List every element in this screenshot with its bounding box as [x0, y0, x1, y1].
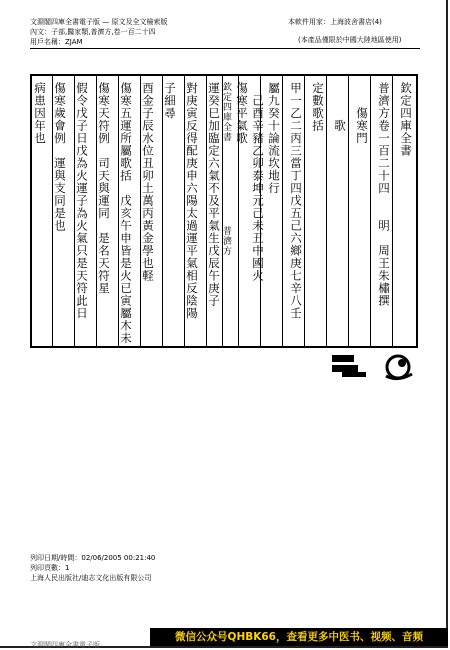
header-username: 用戶名稱：ZJAM	[30, 38, 83, 46]
column-14: 傷寒天符例 司天與運同 是名天符星	[97, 82, 111, 295]
header-content-path: 內文：子部,醫家類,普濟方,卷一百二十四	[30, 28, 156, 36]
column-13: 傷寒五運所屬歌括 戊亥午申皆是火已寅屬木未	[119, 82, 133, 345]
column-12: 酉金子辰水位丑卯土萬丙黃金學也軽	[141, 82, 155, 282]
column-8: 傷寒平氣歌	[235, 82, 249, 145]
column-7: 己酉辛豬乙卯泰坤元己未丑中國火	[251, 82, 265, 282]
header-region-notice: (本產品僅限於中國大陸地區使用)	[298, 36, 402, 44]
column-2: 傷寒門	[355, 82, 369, 145]
print-date-row	[30, 553, 155, 563]
next-page-header-fragment: 文淵閣四庫全書電子版	[30, 641, 100, 649]
column-1: 普濟方卷一百二十四 明 周王朱橚撰	[377, 82, 391, 307]
print-date-label: 列印日期/時間：	[30, 554, 82, 562]
column-11: 子細尋	[163, 82, 177, 120]
header-product-title: 文淵閣四庫全書電子版 — 原文及全文檢索版	[30, 18, 168, 26]
column-3: 歌	[333, 82, 347, 132]
print-count-label: 列印頁數：	[30, 564, 65, 572]
column-6: 屬九癸十論流坎地行	[267, 82, 281, 195]
column-15: 假令戊子日戊為火運子為火氣只是天符此日	[75, 82, 89, 320]
book-page-scan	[30, 74, 418, 348]
column-10: 對庚寅反得配庚申六陽太過運平氣相反陰陽	[185, 82, 199, 320]
print-date-value: 02/06/2005 00:21:40	[81, 554, 156, 562]
header-licensee: 本軟件用家：上海波舍書店(4)	[288, 18, 382, 26]
column-4: 定數歌括	[311, 82, 325, 132]
ban-xin-sub: 普濟方	[221, 226, 231, 256]
print-count-value: 1	[65, 564, 70, 572]
column-17: 病患因年也	[33, 82, 47, 145]
header-divider	[30, 48, 420, 49]
wechat-banner: 微信公众号QHBK66，查看更多中医书、视频、音频	[150, 628, 448, 646]
publisher-line: 上海人民出版社/迪志文化出版有限公司	[30, 574, 152, 582]
publisher-logo-icon	[332, 352, 416, 382]
ban-xin-title: 欽定四庫全書	[221, 82, 231, 142]
column-5: 甲一乙二丙三當丁四戊五己六鄉庚七辛八壬	[289, 82, 303, 320]
column-9: 運癸巳加臨定六氣不及平氣生戊辰午庚子	[207, 82, 221, 307]
column-0: 欽定四庫全書	[399, 82, 413, 157]
column-16: 傷寒歲會例 運與支同是也	[53, 82, 67, 232]
print-count-row	[30, 563, 69, 573]
